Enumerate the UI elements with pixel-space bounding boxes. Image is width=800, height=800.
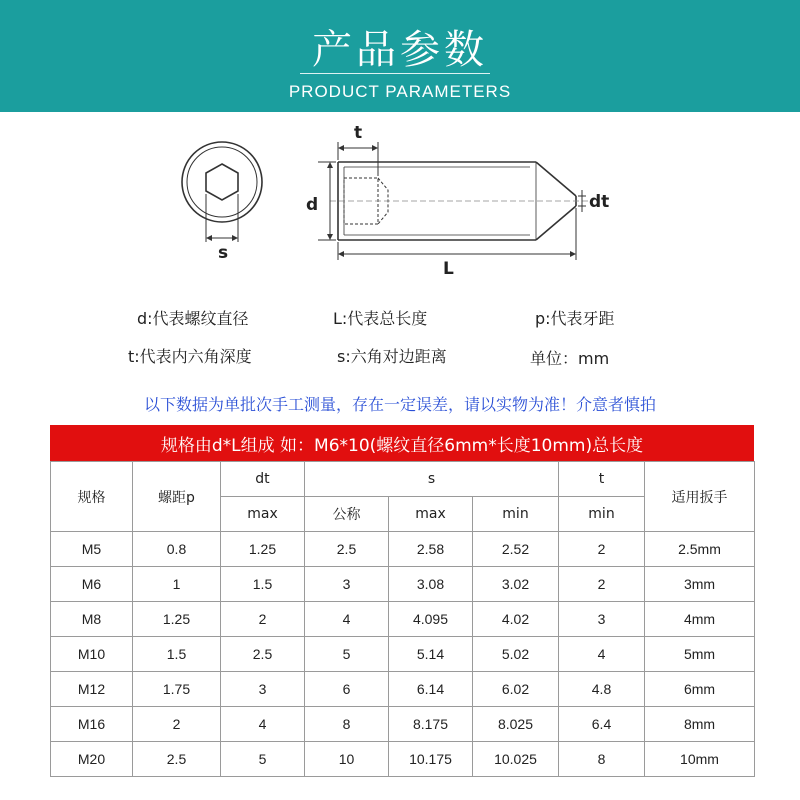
col-wrench: 适用扳手 [645,462,755,532]
banner-divider [300,73,490,74]
table-cell: 2.5 [305,532,389,567]
table-cell: 5.02 [473,637,559,672]
table-cell: 4 [305,602,389,637]
page-title: 产品参数 [312,27,488,73]
spec-grid [50,461,755,777]
table-cell: 2 [559,567,645,602]
table-cell: 2.5 [133,742,221,777]
measurement-notice: 以下数据为单批次手工测量，存在一定误差，请以实物为准！介意者慎拍 [143,395,656,414]
col-s-max: max [389,497,473,532]
col-s-nominal: 公称 [305,497,389,532]
table-cell: 6.14 [389,672,473,707]
table-row [51,532,755,567]
table-cell: 6.02 [473,672,559,707]
col-s-min: min [473,497,559,532]
table-cell: 10.025 [473,742,559,777]
end-view [182,142,262,242]
col-pitch: 螺距p [133,462,221,532]
label-L: L [443,259,454,279]
col-spec: 规格 [51,462,133,532]
table-cell: 1.5 [133,637,221,672]
table-cell: M8 [51,602,133,637]
table-row [51,602,755,637]
table-cell: 1.75 [133,672,221,707]
title-banner [0,0,800,112]
table-cell: 5mm [645,637,755,672]
header-row-1 [51,462,755,497]
label-t: t [354,123,363,143]
legend-d: d:代表螺纹直径 [137,309,249,328]
table-cell: 4mm [645,602,755,637]
table-cell: 3 [221,672,305,707]
table-row [51,637,755,672]
table-cell: 2.5mm [645,532,755,567]
table-cell: 2 [133,707,221,742]
label-d: d [306,195,319,215]
col-dt: dt [221,462,305,497]
table-row [51,707,755,742]
table-body [51,532,755,777]
table-cell: M20 [51,742,133,777]
table-cell: 8.175 [389,707,473,742]
col-dt-max: max [221,497,305,532]
table-cell: M6 [51,567,133,602]
table-cell: 4.02 [473,602,559,637]
table-cell: M12 [51,672,133,707]
table-cell: 3 [305,567,389,602]
table-cell: 8mm [645,707,755,742]
page-subtitle: PRODUCT PARAMETERS [288,82,512,101]
table-cell: 2.58 [389,532,473,567]
table-cell: 8.025 [473,707,559,742]
label-s: s [218,243,229,263]
table-cell: 10.175 [389,742,473,777]
legend-s: s:六角对边距离 [337,347,447,366]
table-cell: 1.5 [221,567,305,602]
table-cell: M5 [51,532,133,567]
table-cell: 6.4 [559,707,645,742]
table-cell: 2.5 [221,637,305,672]
table-cell: 8 [305,707,389,742]
label-dt: dt [589,192,610,212]
table-row [51,567,755,602]
table-cell: 2 [559,532,645,567]
table-cell: 3mm [645,567,755,602]
table-row [51,742,755,777]
legend-p: p:代表牙距 [535,309,615,328]
table-title: 规格由d*L组成 如：M6*10(螺纹直径6mm*长度10mm)总长度 [50,425,754,461]
table-cell: 2 [221,602,305,637]
table-cell: 6 [305,672,389,707]
table-cell: 4 [221,707,305,742]
legend-t: t:代表内六角深度 [128,347,252,366]
table-cell: 5 [221,742,305,777]
col-t: t [559,462,645,497]
table-row [51,672,755,707]
screw-diagram [0,120,800,290]
table-cell: 10 [305,742,389,777]
table-cell: 5 [305,637,389,672]
col-t-min: min [559,497,645,532]
col-s: s [305,462,559,497]
table-cell: 2.52 [473,532,559,567]
table-cell: 4.095 [389,602,473,637]
table-cell: 5.14 [389,637,473,672]
table-cell: 0.8 [133,532,221,567]
table-cell: 8 [559,742,645,777]
table-cell: 10mm [645,742,755,777]
legend-L: L:代表总长度 [333,309,428,328]
table-cell: M10 [51,637,133,672]
side-view [318,142,588,260]
table-cell: M16 [51,707,133,742]
table-cell: 4 [559,637,645,672]
spec-table [50,425,754,777]
legend-unit: 单位：mm [530,349,610,368]
table-cell: 1 [133,567,221,602]
table-cell: 3 [559,602,645,637]
table-cell: 6mm [645,672,755,707]
table-cell: 1.25 [133,602,221,637]
table-cell: 1.25 [221,532,305,567]
table-cell: 4.8 [559,672,645,707]
table-cell: 3.08 [389,567,473,602]
table-cell: 3.02 [473,567,559,602]
